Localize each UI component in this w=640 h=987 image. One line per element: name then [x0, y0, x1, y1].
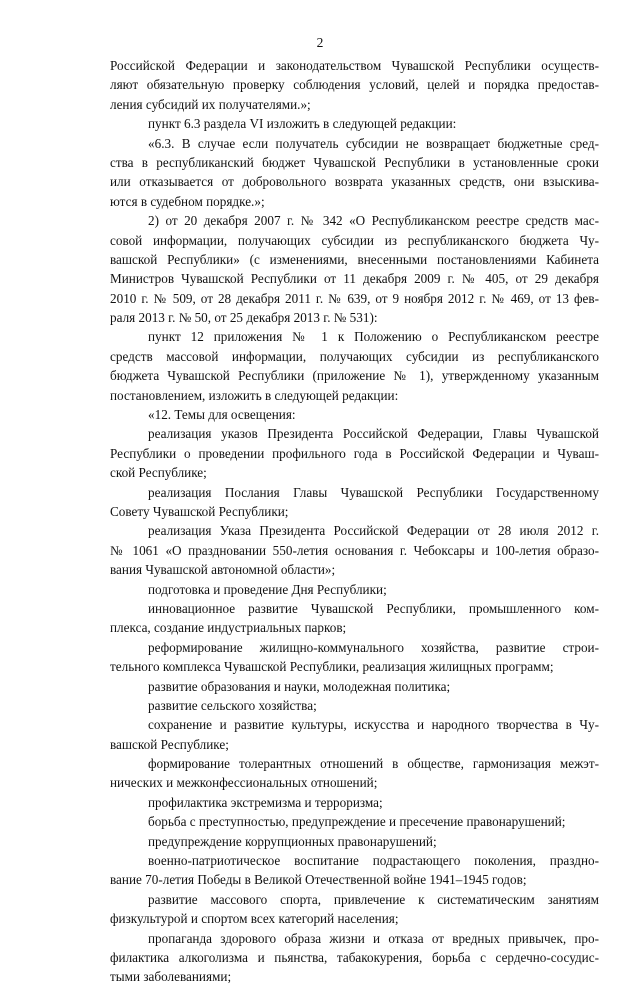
text-line: ляют обязательную проверку соблюдения условий, целей и порядка предостав- [110, 77, 599, 93]
text-line: пропаганда здорового образа жизни и отказа от вредных привычек, про- [148, 930, 599, 946]
text-line: ются в судебном порядке.»; [110, 193, 265, 209]
text-line: сохранение и развитие культуры, искусства и народного творчества в Чу- [148, 717, 599, 733]
text-line: вашской Республики» (с изменениями, внесенными постановлениями Кабинета [110, 251, 599, 267]
text-line: инновационное развитие Чувашской Республики, промышленного ком- [148, 600, 599, 616]
text-line: формирование толерантных отношений в обществе, гармонизация межэт- [148, 756, 599, 772]
text-line: средств массовой информации, получающих субсидии из республиканского [110, 348, 599, 364]
text-line: физкультурой и спортом всех категорий населения; [110, 911, 399, 927]
text-line: реализация Послания Главы Чувашской Республики Государственному [148, 484, 599, 500]
text-line: реализация Указа Президента Российской Федерации от 28 июля 2012 г. [148, 523, 599, 539]
text-line: вашской Республике; [110, 736, 229, 752]
text-line: Министров Чувашской Республики от 11 декабря 2009 г. № 405, от 29 декабря [110, 271, 599, 287]
text-line: реализация указов Президента Российской Федерации, Главы Чувашской [148, 426, 599, 442]
text-line: 2) от 20 декабря 2007 г. № 342 «О Республиканском реестре средств мас- [148, 213, 599, 229]
text-line: бюджета Чувашской Республики (приложение № 1), утвержденному указанным [110, 368, 599, 384]
page-number: 2 [316, 35, 324, 50]
text-line: подготовка и проведение Дня Республики; [148, 581, 387, 597]
text-line: 2010 г. № 509, от 28 декабря 2011 г. № 639, от 9 ноября 2012 г. № 469, от 13 фев- [110, 290, 599, 306]
text-line: Российской Федерации и законодательством Чувашской Республики осуществ- [110, 58, 599, 73]
text-line: филактика алкоголизма и пьянства, табакокурения, борьба с сердечно-сосудис- [110, 949, 599, 965]
text-line: раля 2013 г. № 50, от 25 декабря 2013 г. № 531): [110, 310, 378, 326]
text-line: плекса, создание индустриальных парков; [110, 620, 347, 636]
text-line: тыми заболеваниями; [110, 969, 232, 985]
text-line: пункт 12 приложения № 1 к Положению о Республиканском реестре [148, 329, 599, 345]
document-body [110, 56, 599, 987]
text-line: совой информации, получающих субсидии из республиканского бюджета Чу- [110, 232, 599, 248]
text-line: предупреждение коррупционных правонарушений; [148, 833, 437, 849]
text-line: военно-патриотическое воспитание подрастающего поколения, праздно- [148, 853, 599, 869]
text-line: развитие сельского хозяйства; [148, 697, 317, 713]
text-line: Республики о проведении профильного года в Российской Федерации и Чуваш- [110, 445, 599, 461]
text-line: «6.3. В случае если получатель субсидии не возвращает бюджетные сред- [148, 135, 599, 151]
text-line: № 1061 «О праздновании 550-летия основания г. Чебоксары и 100-летия образо- [110, 542, 599, 558]
text-line: ления субсидий их получателями.»; [110, 96, 311, 112]
text-line: борьба с преступностью, предупреждение и пресечение правонарушений; [148, 814, 566, 830]
text-line: вания Чувашской автономной области»; [110, 562, 336, 578]
text-line: развитие массового спорта, привлечение к систематическим занятиям [148, 891, 599, 907]
text-line: профилактика экстремизма и терроризма; [148, 794, 383, 810]
text-line: постановлением, изложить в следующей редакции: [110, 387, 399, 403]
text-line: Совету Чувашской Республики; [110, 503, 289, 519]
text-line: или отказывается от добровольного возврата указанных средств, они взыскива- [110, 174, 599, 190]
text-line: тельного комплекса Чувашской Республики, реализация жилищных программ; [110, 659, 554, 675]
text-line: развитие образования и науки, молодежная политика; [148, 678, 451, 694]
text-line: «12. Темы для освещения: [148, 407, 296, 423]
text-line: вание 70-летия Победы в Великой Отечественной войне 1941–1945 годов; [110, 872, 527, 888]
text-line: ства в республиканский бюджет Чувашской Республики в установленные сроки [110, 154, 599, 170]
text-line: реформирование жилищно-коммунального хозяйства, развитие строи- [148, 639, 599, 655]
text-line: ской Республике; [110, 465, 207, 481]
text-line: нических и межконфессиональных отношений; [110, 775, 378, 791]
text-line: пункт 6.3 раздела VI изложить в следующей редакции: [148, 116, 457, 132]
